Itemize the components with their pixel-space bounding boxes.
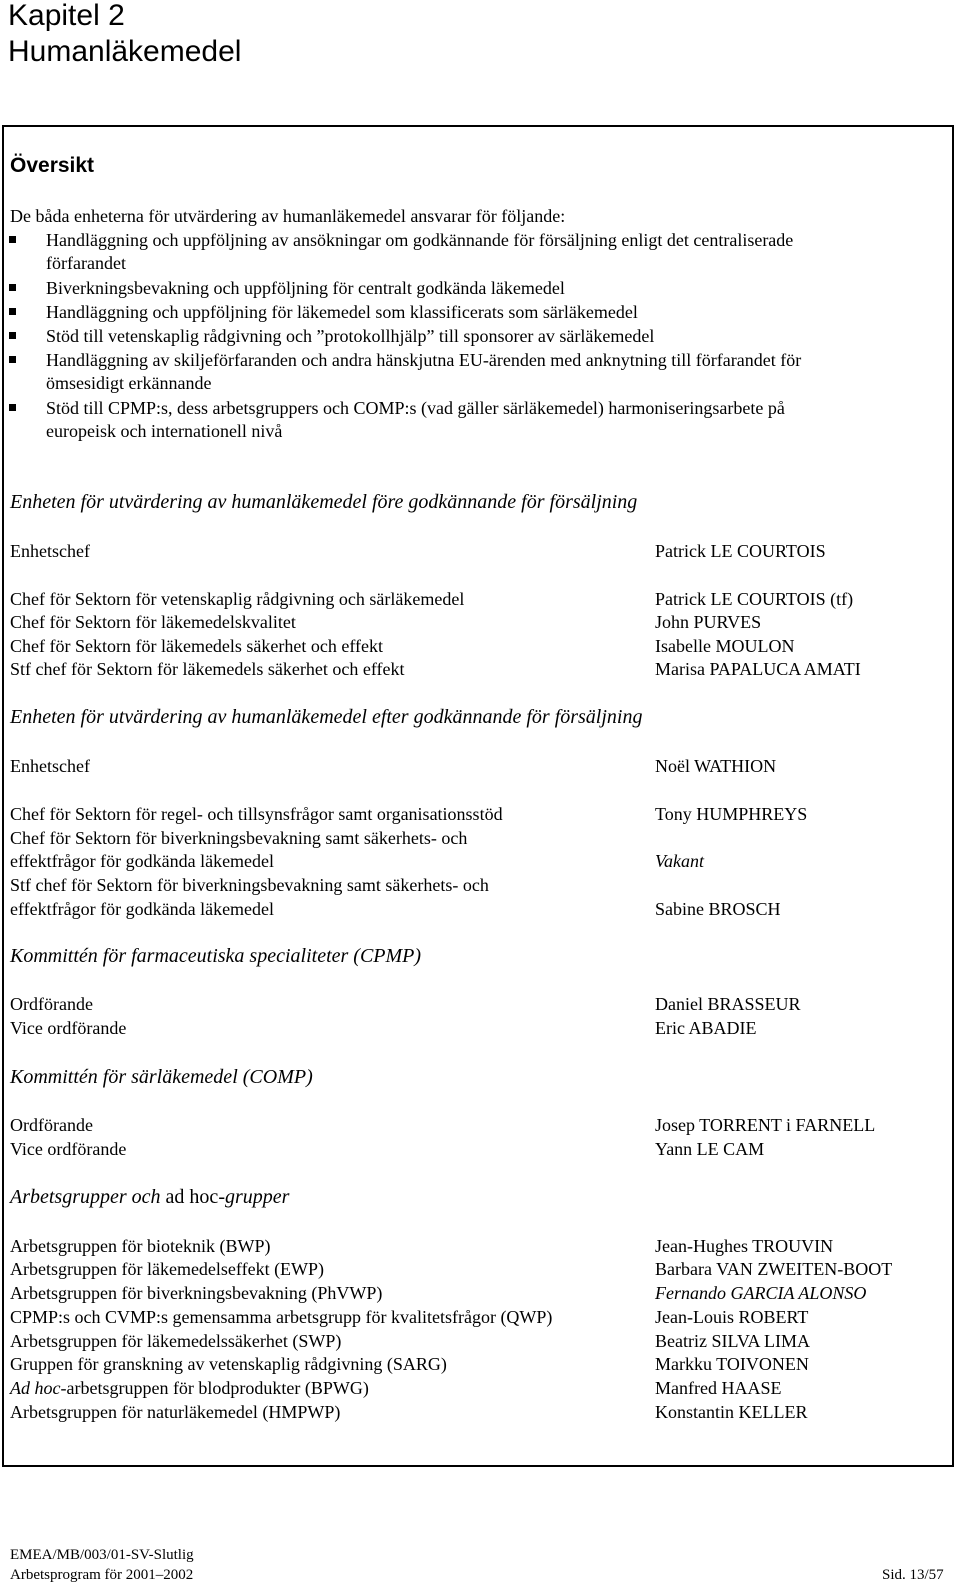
bullet-item: Biverkningsbevakning och uppföljning för centralt godkända läkemedel [46, 278, 565, 298]
groups-heading-part: -grupper [218, 1186, 290, 1208]
group-chair: Jean-Hughes TROUVIN [655, 1236, 834, 1256]
unit-post-head-role: Enhetschef [10, 756, 90, 776]
bullet-marker [9, 308, 16, 315]
group-chair: Fernando GARCIA ALONSO [655, 1283, 867, 1303]
groups-heading [10, 1186, 289, 1208]
group-chair: Konstantin KELLER [655, 1402, 808, 1422]
cpmp-chair-role: Ordförande [10, 994, 93, 1014]
group-label: Arbetsgruppen för läkemedelseffekt (EWP) [10, 1259, 325, 1279]
bullet-item-cont: europeisk och internationell nivå [46, 421, 283, 441]
role-holder-vacant: Vakant [655, 851, 704, 871]
role-label: Stf chef för Sektorn för läkemedels säkerhet och effekt [10, 659, 405, 679]
comp-chair-name: Josep TORRENT i FARNELL [655, 1115, 876, 1135]
group-label: Arbetsgruppen för biverkningsbevakning (PhVWP) [10, 1283, 383, 1303]
footer-page-number: Sid. 13/57 [882, 1567, 944, 1583]
role-label-cont: effektfrågor för godkända läkemedel [10, 899, 275, 919]
comp-heading: Kommittén för särläkemedel (COMP) [10, 1066, 313, 1088]
bullet-item: Handläggning av skiljeförfaranden och andra hänskjutna EU-ärenden med anknytning till förfarandet för [46, 350, 802, 370]
group-label: Arbetsgruppen för naturläkemedel (HMPWP) [10, 1402, 341, 1422]
group-chair: Markku TOIVONEN [655, 1354, 809, 1374]
bullet-item-cont: förfarandet [46, 253, 126, 273]
group-chair: Beatriz SILVA LIMA [655, 1331, 810, 1351]
unit-pre-heading: Enheten för utvärdering av humanläkemedel före godkännande för försäljning [10, 491, 638, 513]
footer-doc-id: EMEA/MB/003/01-SV-Slutlig [10, 1547, 194, 1563]
adhoc-prefix: Ad hoc [10, 1378, 61, 1398]
overview-heading: Översikt [10, 154, 95, 177]
comp-chair-role: Ordförande [10, 1115, 93, 1135]
role-label: Chef för Sektorn för vetenskaplig rådgivning och särläkemedel [10, 589, 465, 609]
bullet-item: Handläggning och uppföljning av ansökningar om godkännande för försäljning enligt det centraliserade [46, 230, 794, 250]
group-label-adhoc [10, 1377, 369, 1399]
chapter-number: Kapitel 2 [8, 0, 125, 32]
group-label: Arbetsgruppen för bioteknik (BWP) [10, 1236, 271, 1256]
group-label: Gruppen för granskning av vetenskaplig rådgivning (SARG) [10, 1354, 447, 1374]
role-holder: John PURVES [655, 612, 762, 632]
role-holder: Sabine BROSCH [655, 899, 781, 919]
bullet-marker [9, 284, 16, 291]
role-label-cont: effektfrågor för godkända läkemedel [10, 851, 275, 871]
cpmp-vice-name: Eric ABADIE [655, 1018, 757, 1038]
bullet-item-cont: ömsesidigt erkännande [46, 373, 212, 393]
cpmp-vice-role: Vice ordförande [10, 1018, 127, 1038]
role-label: Chef för Sektorn för biverkningsbevakning samt säkerhets- och [10, 828, 468, 848]
bullet-marker [9, 332, 16, 339]
role-label: Chef för Sektorn för läkemedels säkerhet och effekt [10, 636, 384, 656]
group-label: -arbetsgruppen för blodprodukter (BPWG) [60, 1378, 369, 1398]
role-label: Chef för Sektorn för läkemedelskvalitet [10, 612, 296, 632]
bullet-item: Stöd till vetenskaplig rådgivning och ”protokollhjälp” till sponsorer av särläkemedel [46, 326, 655, 346]
footer-program: Arbetsprogram för 2001–2002 [10, 1567, 194, 1583]
bullet-marker [9, 356, 16, 363]
cpmp-heading: Kommittén för farmaceutiska specialiteter (CPMP) [10, 945, 422, 967]
bullet-marker [9, 404, 16, 411]
group-chair: Manfred HAASE [655, 1378, 782, 1398]
group-chair: Barbara VAN ZWEITEN-BOOT [655, 1259, 893, 1279]
role-holder: Tony HUMPHREYS [655, 804, 808, 824]
unit-pre-head-name: Patrick LE COURTOIS [655, 541, 826, 561]
role-label: Chef för Sektorn för regel- och tillsynsfrågor samt organisationsstöd [10, 804, 503, 824]
group-label: CPMP:s och CVMP:s gemensamma arbetsgrupp för kvalitetsfrågor (QWP) [10, 1307, 553, 1327]
unit-post-heading: Enheten för utvärdering av humanläkemedel efter godkännande för försäljning [10, 706, 643, 728]
comp-vice-role: Vice ordförande [10, 1139, 127, 1159]
bullet-item: Stöd till CPMP:s, dess arbetsgruppers och COMP:s (vad gäller särläkemedel) harmoniseringsarbete på [46, 398, 785, 418]
group-chair: Jean-Louis ROBERT [655, 1307, 809, 1327]
role-holder: Isabelle MOULON [655, 636, 795, 656]
bullet-item: Handläggning och uppföljning för läkemedel som klassificerats som särläkemedel [46, 302, 638, 322]
chapter-title: Humanläkemedel [8, 35, 242, 68]
comp-vice-name: Yann LE CAM [655, 1139, 765, 1159]
groups-heading-part: Arbetsgrupper och [10, 1186, 161, 1208]
role-label: Stf chef för Sektorn för biverkningsbevakning samt säkerhets- och [10, 875, 489, 895]
bullet-marker [9, 236, 16, 243]
groups-heading-part: ad hoc [165, 1186, 219, 1208]
role-holder: Marisa PAPALUCA AMATI [655, 659, 861, 679]
overview-intro: De båda enheterna för utvärdering av humanläkemedel ansvarar för följande: [10, 206, 566, 226]
group-label: Arbetsgruppen för läkemedelssäkerhet (SWP) [10, 1331, 342, 1351]
cpmp-chair-name: Daniel BRASSEUR [655, 994, 801, 1014]
unit-pre-head-role: Enhetschef [10, 541, 90, 561]
unit-post-head-name: Noël WATHION [655, 756, 777, 776]
role-holder: Patrick LE COURTOIS (tf) [655, 589, 854, 609]
